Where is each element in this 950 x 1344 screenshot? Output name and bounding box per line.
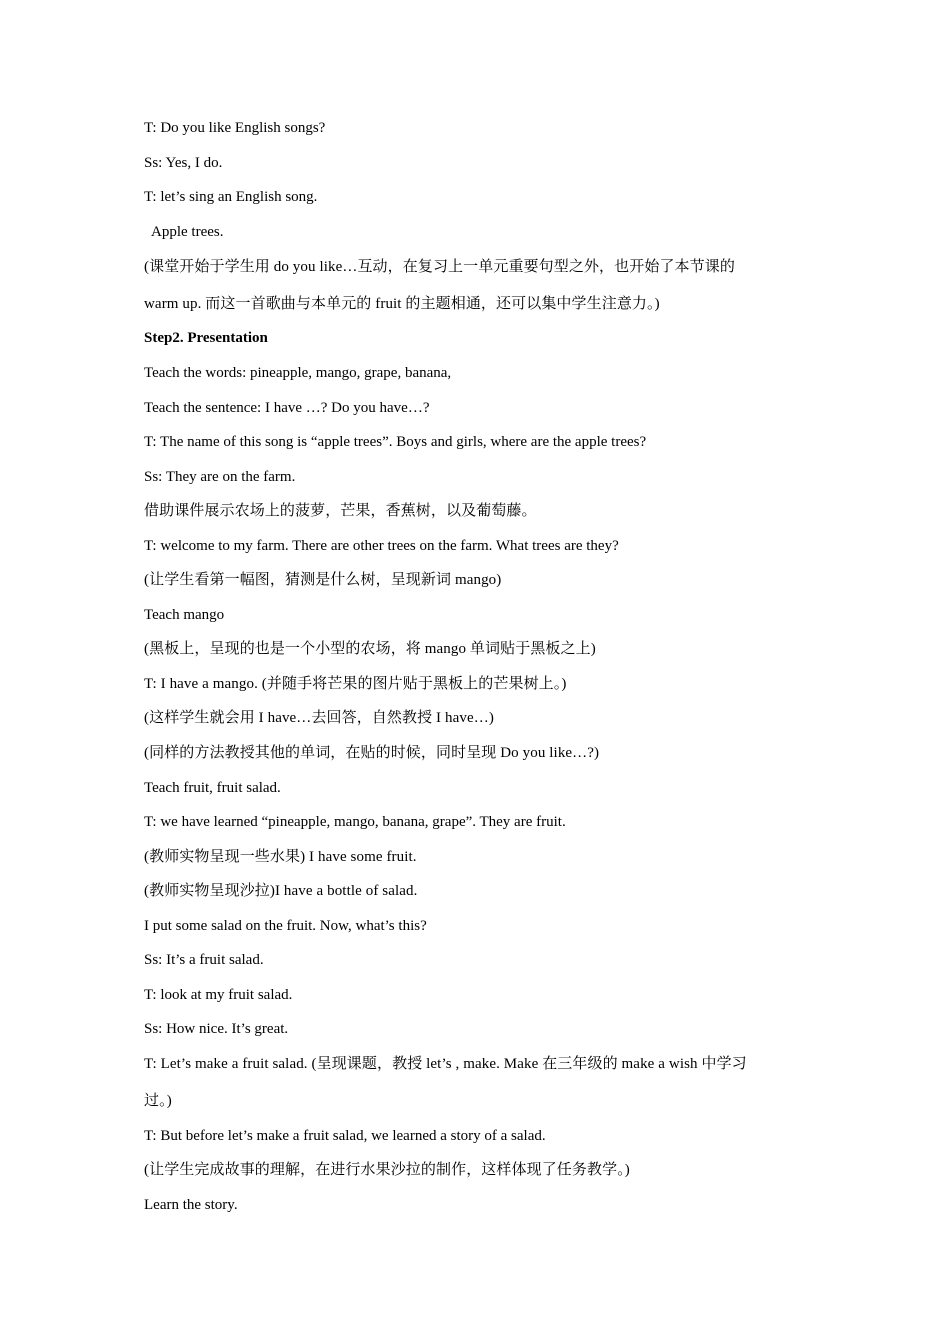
teaching-note-line: (课堂开始于学生用 do you like…互动，在复习上一单元重要句型之外，也开始了本节课的 <box>144 259 735 275</box>
instruction-line: Teach mango <box>144 607 225 623</box>
dialogue-line: T: look at my fruit salad. <box>144 987 293 1003</box>
dialogue-line: T: Do you like English songs? <box>144 120 326 136</box>
dialogue-line: T: let’s sing an English song. <box>144 189 318 205</box>
teaching-note-line: (同样的方法教授其他的单词，在贴的时候，同时呈现 Do you like…?) <box>144 745 600 761</box>
teaching-note-line: (让学生完成故事的理解，在进行水果沙拉的制作，这样体现了任务教学。) <box>144 1162 630 1178</box>
dialogue-line: T: we have learned “pineapple, mango, banana, grape”. They are fruit. <box>144 814 566 830</box>
teaching-note-line: (这样学生就会用 I have…去回答，自然教授 I have…) <box>144 710 494 726</box>
dialogue-line: T: welcome to my farm. There are other trees on the farm. What trees are they? <box>144 538 619 554</box>
dialogue-line: Ss: It’s a fruit salad. <box>144 952 264 968</box>
song-title-line: Apple trees. <box>151 224 224 240</box>
dialogue-line: T: The name of this song is “apple trees”. Boys and girls, where are the apple trees? <box>144 434 647 450</box>
teaching-note-line: warm up. 而这一首歌曲与本单元的 fruit 的主题相通，还可以集中学生注意力。) <box>144 296 660 312</box>
teaching-note-line: (黑板上，呈现的也是一个小型的农场，将 mango 单词贴于黑板之上) <box>144 641 596 657</box>
section-heading: Step2. Presentation <box>144 330 268 346</box>
dialogue-line: Ss: How nice. It’s great. <box>144 1021 289 1037</box>
dialogue-line: I put some salad on the fruit. Now, what’s this? <box>144 918 427 934</box>
teaching-note-line: (教师实物呈现一些水果) I have some fruit. <box>144 849 417 865</box>
instruction-line: Teach the sentence: I have …? Do you have…? <box>144 400 430 416</box>
dialogue-line: T: I have a mango. (并随手将芒果的图片贴于黑板上的芒果树上。) <box>144 676 567 692</box>
dialogue-line-continuation: 过。) <box>144 1093 172 1109</box>
dialogue-line: T: But before let’s make a fruit salad, we learned a story of a salad. <box>144 1128 546 1144</box>
dialogue-line: T: Let’s make a fruit salad. (呈现课题，教授 let’s , make. Make 在三年级的 make a wish 中学习 <box>144 1056 747 1072</box>
teaching-note-line: (让学生看第一幅图，猜测是什么树，呈现新词 mango) <box>144 572 502 588</box>
instruction-line: Learn the story. <box>144 1197 238 1213</box>
teaching-note-line: (教师实物呈现沙拉)I have a bottle of salad. <box>144 883 418 899</box>
dialogue-line: Ss: Yes, I do. <box>144 155 223 171</box>
dialogue-line: Ss: They are on the farm. <box>144 469 296 485</box>
teaching-note-line: 借助课件展示农场上的菠萝，芒果，香蕉树，以及葡萄藤。 <box>144 503 537 519</box>
instruction-line: Teach fruit, fruit salad. <box>144 780 281 796</box>
instruction-line: Teach the words: pineapple, mango, grape, banana, <box>144 365 452 381</box>
